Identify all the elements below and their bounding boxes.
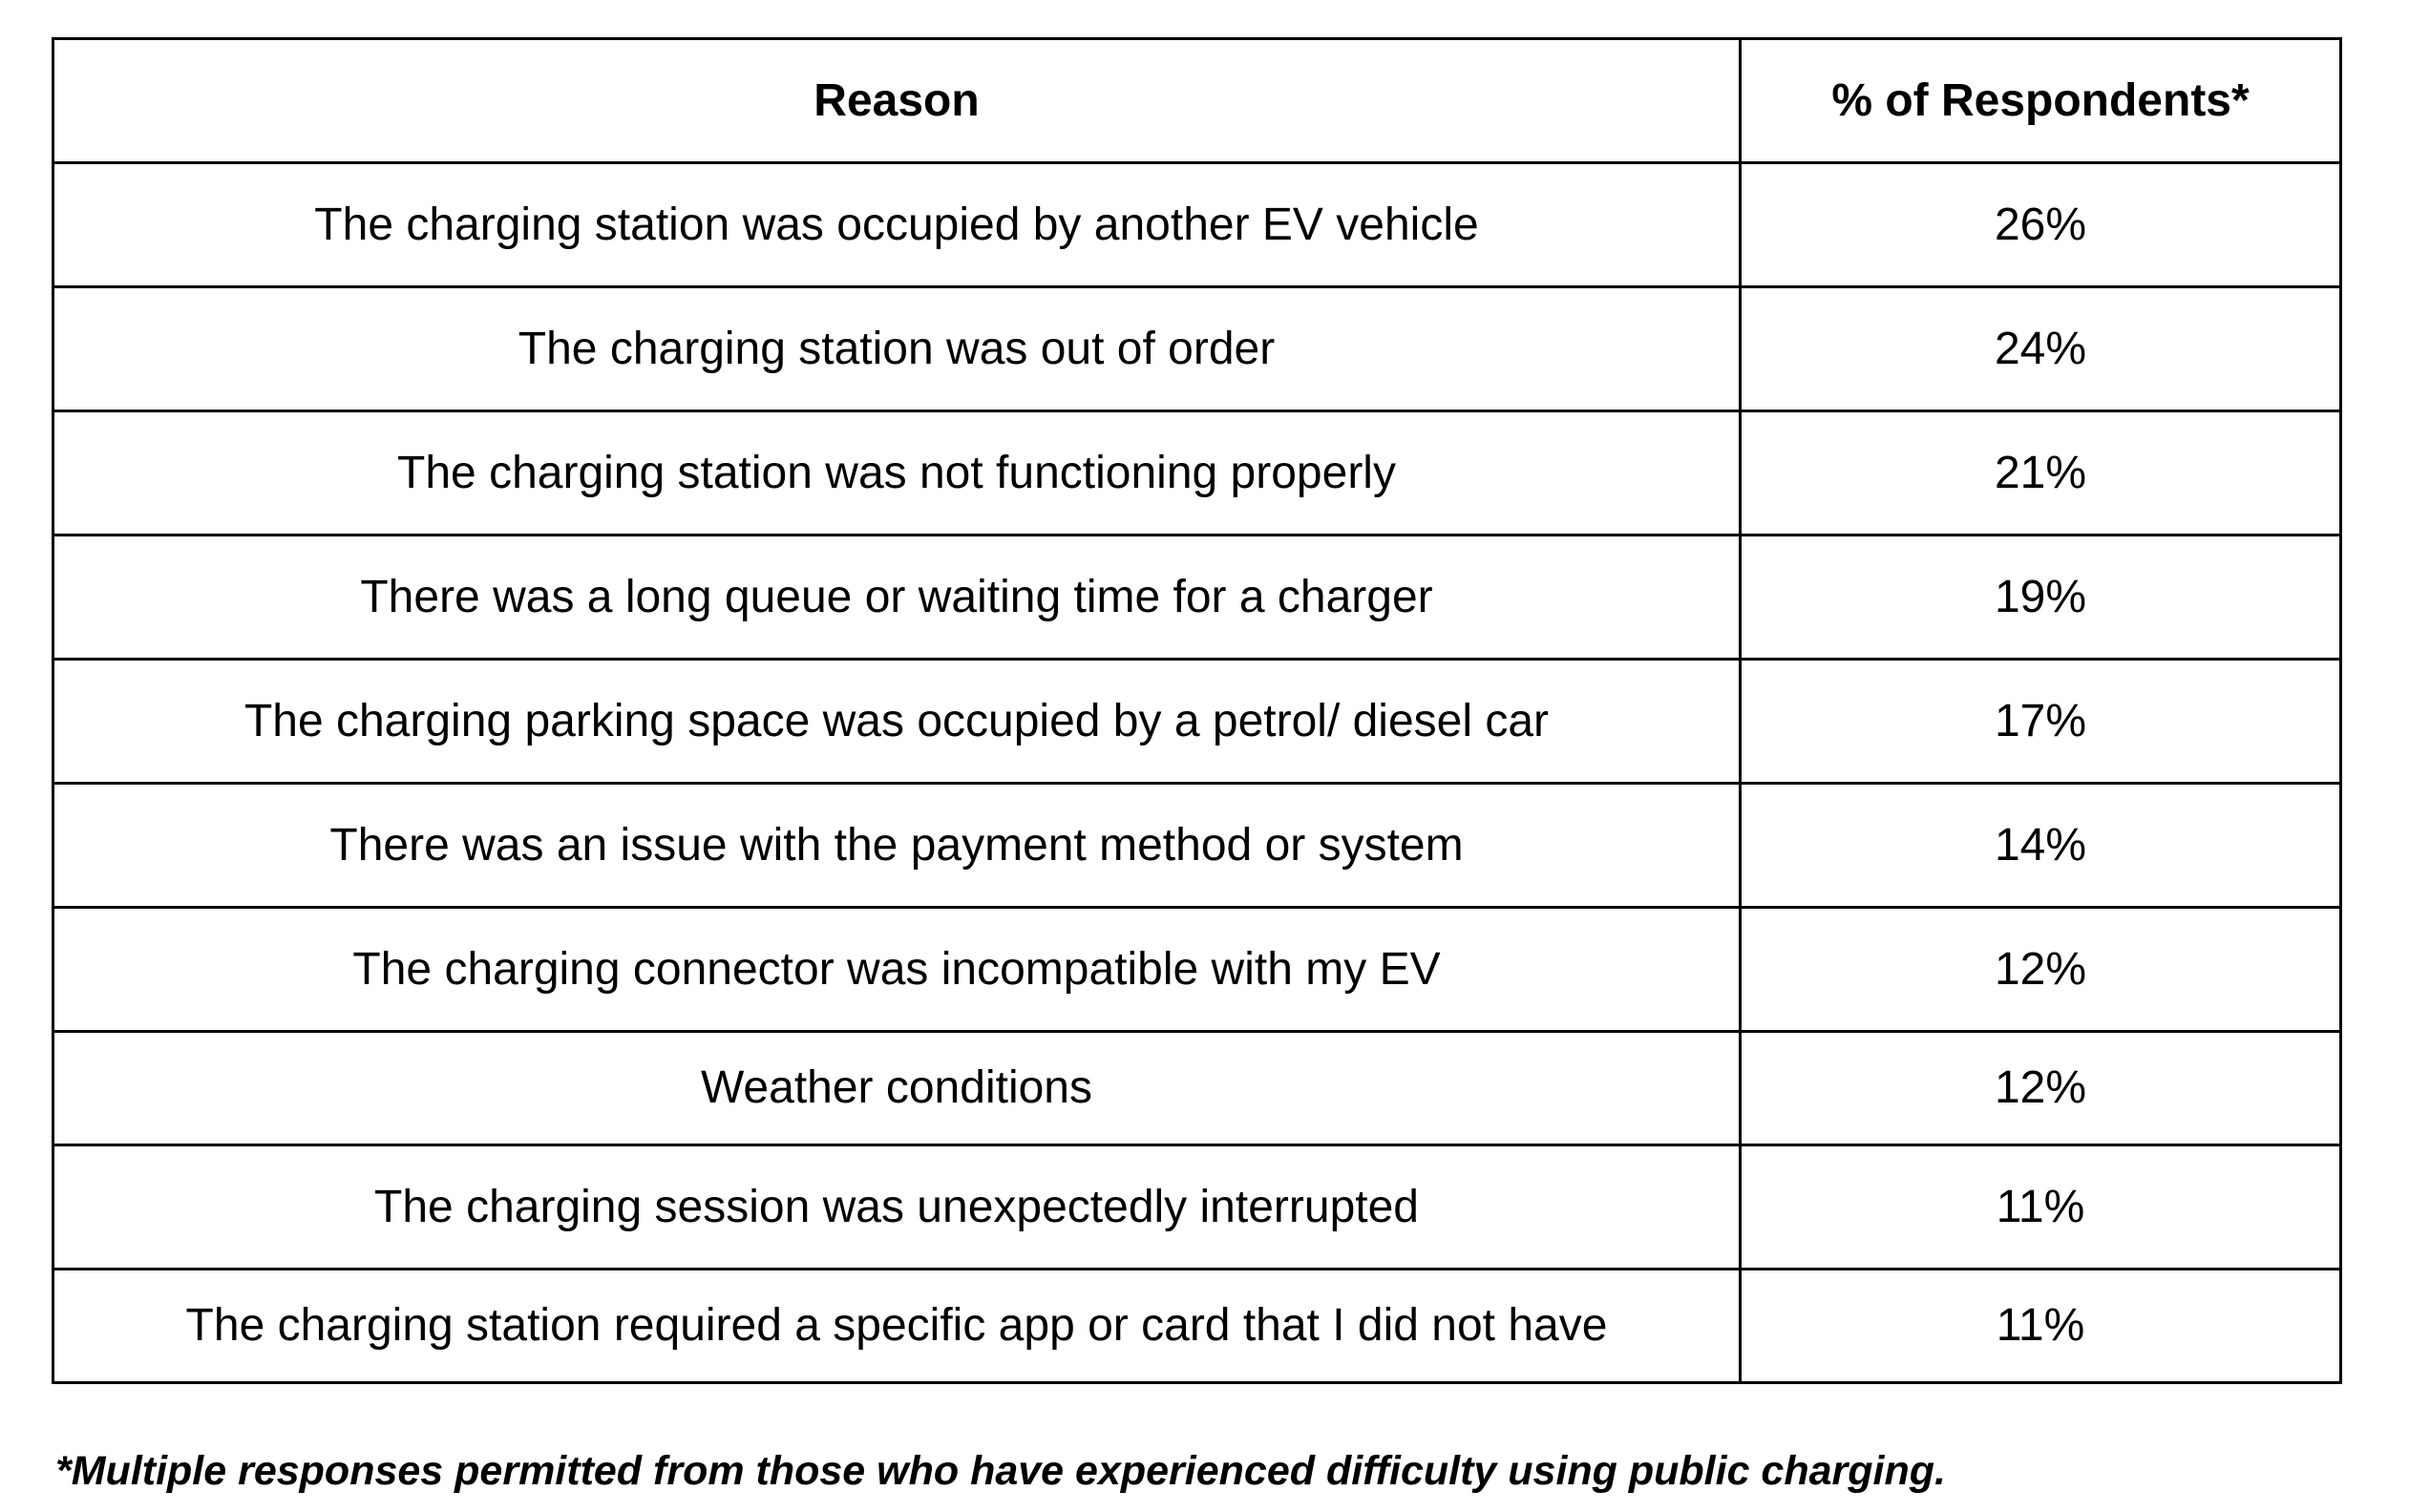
percent-cell: 26% bbox=[1741, 163, 2341, 287]
table-row bbox=[53, 660, 2341, 784]
reason-cell: The charging connector was incompatible with my EV bbox=[53, 908, 1741, 1032]
table-row bbox=[53, 536, 2341, 660]
percent-cell: 14% bbox=[1741, 784, 2341, 908]
percent-cell: 11% bbox=[1741, 1270, 2341, 1383]
table-header-row bbox=[53, 39, 2341, 163]
table-row bbox=[53, 1032, 2341, 1145]
reason-cell: The charging station was not functioning properly bbox=[53, 411, 1741, 536]
reason-cell: The charging station was out of order bbox=[53, 287, 1741, 411]
reason-cell: There was an issue with the payment method or system bbox=[53, 784, 1741, 908]
percent-cell: 12% bbox=[1741, 908, 2341, 1032]
column-header-reason: Reason bbox=[53, 39, 1741, 163]
table-row bbox=[53, 287, 2341, 411]
percent-cell: 21% bbox=[1741, 411, 2341, 536]
reasons-table-container bbox=[52, 37, 2339, 1384]
percent-cell: 11% bbox=[1741, 1145, 2341, 1270]
reason-cell: The charging parking space was occupied by a petrol/ diesel car bbox=[53, 660, 1741, 784]
table-row bbox=[53, 1270, 2341, 1383]
table-row bbox=[53, 163, 2341, 287]
table-row bbox=[53, 908, 2341, 1032]
table-row bbox=[53, 784, 2341, 908]
reason-cell: The charging station required a specific app or card that I did not have bbox=[53, 1270, 1741, 1383]
reason-cell: There was a long queue or waiting time for a charger bbox=[53, 536, 1741, 660]
footnote: *Multiple responses permitted from those who have experienced difficulty using public charging. bbox=[55, 1448, 1946, 1494]
reasons-table bbox=[52, 37, 2342, 1384]
percent-cell: 12% bbox=[1741, 1032, 2341, 1145]
table-row bbox=[53, 411, 2341, 536]
column-header-percent: % of Respondents* bbox=[1741, 39, 2341, 163]
reason-cell: The charging station was occupied by another EV vehicle bbox=[53, 163, 1741, 287]
percent-cell: 19% bbox=[1741, 536, 2341, 660]
percent-cell: 17% bbox=[1741, 660, 2341, 784]
percent-cell: 24% bbox=[1741, 287, 2341, 411]
reason-cell: The charging session was unexpectedly interrupted bbox=[53, 1145, 1741, 1270]
table-row bbox=[53, 1145, 2341, 1270]
reason-cell: Weather conditions bbox=[53, 1032, 1741, 1145]
